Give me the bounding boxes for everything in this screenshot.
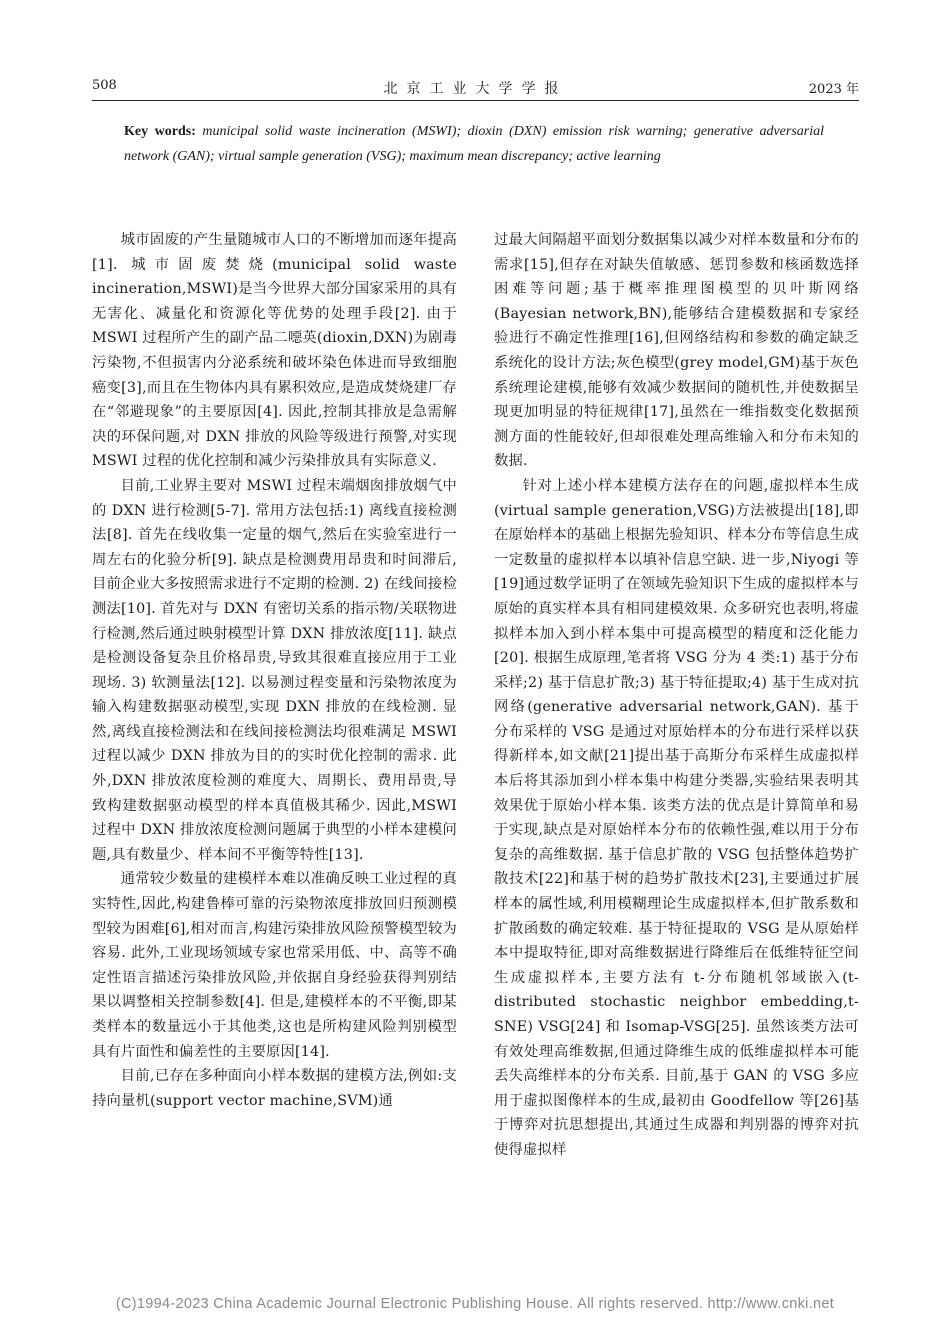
page-number: 508: [92, 78, 117, 93]
journal-title: 北京工业大学学报: [383, 81, 568, 97]
paragraph: 目前,工业界主要对 MSWI 过程末端烟囱排放烟气中的 DXN 进行检测[5-7]. 常用方法包括:1) 离线直接检测法[8]. 首先在线收集一定量的烟气,然后在实验室进行一周左右的化验分析[9]. 缺点是检测费用昂贵和时间滞后,目前企业大多按照需求进行不定期的检测. 2) 在线间接检测法[10]. 首先对与 DXN 有密切关系的指示物/关联物进行检测,然后通过映射模型计算 DXN 排放浓度[11]. 缺点是检测设备复杂且价格昂贵,导致其很难直接应用于工业现场. 3) 软测量法[12]. 以易测过程变量和污染物浓度为输入构建数据驱动模型,实现 DXN 排放的在线检测. 显然,离线直接检测法和在线间接检测法均很难满足 MSWI 过程以减少 DXN 排放为目的的实时优化控制的需求. 此外,DXN 排放浓度检测的难度大、周期长、费用昂贵,导致构建数据驱动模型的样本真值极其稀少. 因此,MSWI 过程中 DXN 排放浓度检测问题属于典型的小样本建模问题,具有数量少、样本间不平衡等特性[13].: [92, 477, 457, 863]
paragraph: 目前,已存在多种面向小样本数据的建模方法,例如:支持向量机(support vector machine,SVM)通: [92, 1068, 457, 1109]
publication-year: 2023 年: [808, 82, 859, 97]
keywords-block: [124, 119, 824, 169]
header-rule: [92, 100, 859, 101]
keywords-text: municipal solid waste incineration (MSWI); dioxin (DXN) emission risk warning; generative adversarial network (GAN); virtual sample generation (VSG); maximum mean discrepancy; active learning: [124, 124, 825, 164]
running-header: [92, 78, 859, 100]
left-column: [92, 228, 457, 1113]
paragraph: 通常较少数量的建模样本难以准确反映工业过程的真实特性,因此,构建鲁棒可靠的污染物浓度排放回归预测模型较为困难[6],相对而言,构建污染排放风险预警模型较为容易. 此外,工业现场领域专家也常采用低、中、高等不确定性语言描述污染排放风险,并依据自身经验获得判别结果以调整相关控制参数[4]. 但是,建模样本的不平衡,即某类样本的数量远小于其他类,这也是所构建风险判别模型具有片面性和偏差性的主要原因[14].: [92, 871, 457, 1060]
keywords-label: Key words:: [124, 124, 196, 139]
paragraph: 城市固废的产生量随城市人口的不断增加而逐年提高[1]. 城市固废焚烧(municipal solid waste incineration,MSWI)是当今世界大部分国家采用的具有无害化、减量化和资源化等优势的处理手段[2]. 由于 MSWI 过程所产生的副产品二噁英(dioxin,DXN)为剧毒污染物,不但损害内分泌系统和破坏染色体进而导致细胞癌变[3],而且在生物体内具有累积效应,是造成焚烧建厂存在“邻避现象”的主要原因[4]. 因此,控制其排放是急需解决的环保问题,对 DXN 排放的风险等级进行预警,对实现 MSWI 过程的优化控制和减少污染排放具有实际意义.: [92, 232, 457, 470]
copyright-footer: (C)1994-2023 China Academic Journal Electronic Publishing House. All rights reserved. http://www.cnki.net: [115, 1296, 835, 1312]
right-column: [494, 228, 859, 1163]
paragraph: 过最大间隔超平面划分数据集以减少对样本数量和分布的需求[15],但存在对缺失值敏感、惩罚参数和核函数选择困难等问题;基于概率推理图模型的贝叶斯网络(Bayesian network,BN),能够结合建模数据和专家经验进行不确定性推理[16],但网络结构和参数的确定缺乏系统化的设计方法;灰色模型(grey model,GM)基于灰色系统理论建模,能够有效减少数据间的随机性,并使数据呈现更加明显的特征规律[17],虽然在一维指数变化数据预测方面的性能较好,但却很难处理高维输入和分布未知的数据.: [494, 232, 859, 470]
paragraph: 针对上述小样本建模方法存在的问题,虚拟样本生成(virtual sample generation,VSG)方法被提出[18],即在原始样本的基础上根据先验知识、样本分布等信息生成一定数量的虚拟样本以填补信息空缺. 进一步,Niyogi 等[19]通过数学证明了在领域先验知识下生成的虚拟样本与原始的真实样本具有相同建模效果. 众多研究也表明,将虚拟样本加入到小样本集中可提高模型的精度和泛化能力[20]. 根据生成原理,笔者将 VSG 分为 4 类:1) 基于分布采样;2) 基于信息扩散;3) 基于特征提取;4) 基于生成对抗网络(generative adversarial network,GAN). 基于分布采样的 VSG 是通过对原始样本的分布进行采样以获得新样本,如文献[21]提出基于高斯分布采样生成虚拟样本后将其添加到小样本集中构建分类器,实验结果表明其效果优于原始小样本集. 该类方法的优点是计算简单和易于实现,缺点是对原始样本分布的依赖性强,难以用于分布复杂的高维数据. 基于信息扩散的 VSG 包括整体趋势扩散技术[22]和基于树的趋势扩散技术[23],主要通过扩展样本的属性域,利用模糊理论生成虚拟样本,但扩散系数和扩散函数的确定较难. 基于特征提取的 VSG 是从原始样本中提取特征,即对高维数据进行降维后在低维特征空间生成虚拟样本,主要方法有 t-分布随机邻域嵌入(t-distributed stochastic neighbor embedding,t-SNE) VSG[24] 和 Isomap-VSG[25]. 虽然该类方法可有效处理高维数据,但通过降维生成的低维虚拟样本可能丢失高维样本的分布关系. 目前,基于 GAN 的 VSG 多应用于虚拟图像样本的生成,最初由 Goodfellow 等[26]基于博弈对抗思想提出,其通过生成器和判别器的博弈对抗使得虚拟样: [494, 477, 859, 1158]
